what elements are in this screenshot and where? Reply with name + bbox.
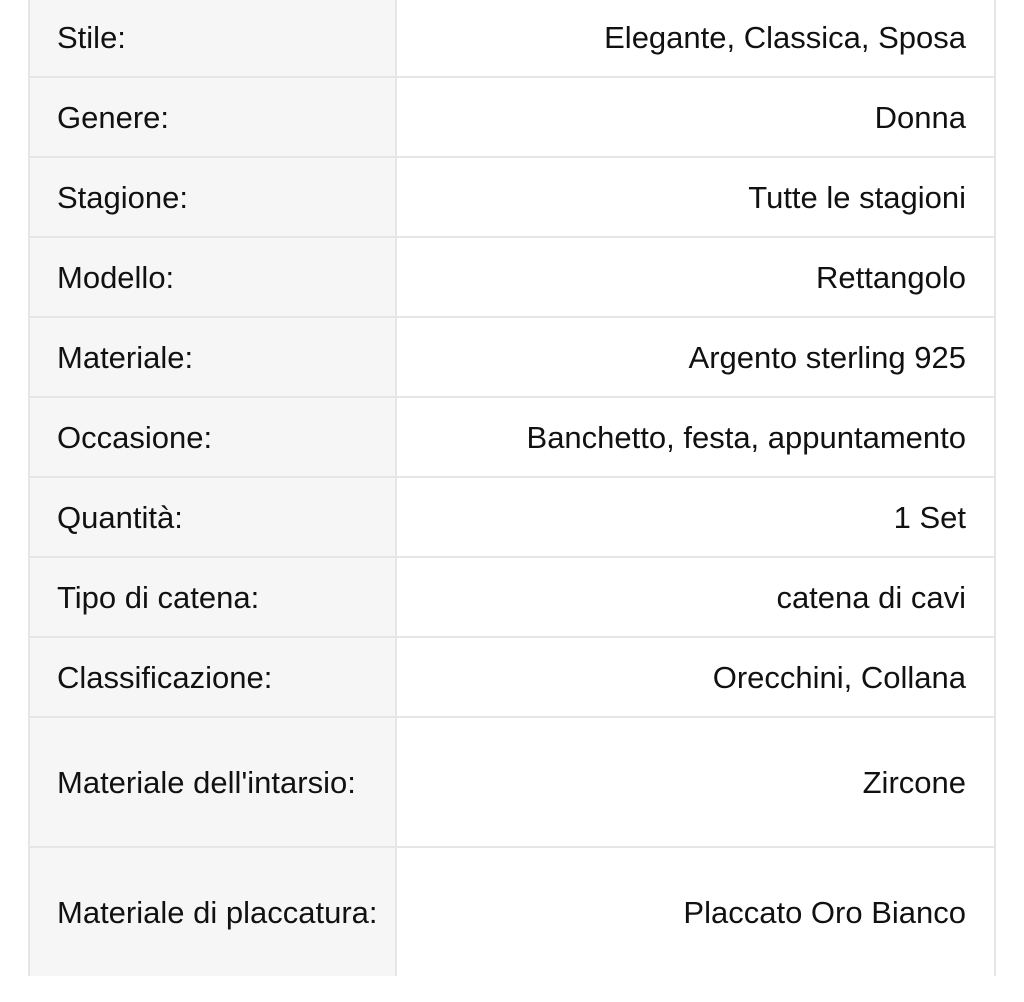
spec-value: Banchetto, festa, appuntamento bbox=[396, 397, 995, 477]
spec-row-classification bbox=[29, 637, 995, 717]
spec-value: Donna bbox=[396, 77, 995, 157]
spec-row-inlay-material bbox=[29, 717, 995, 847]
spec-row-occasion bbox=[29, 397, 995, 477]
spec-value: Elegante, Classica, Sposa bbox=[396, 0, 995, 77]
spec-label: Materiale di placcatura: bbox=[29, 847, 396, 976]
spec-value: Orecchini, Collana bbox=[396, 637, 995, 717]
spec-row-plating-material bbox=[29, 847, 995, 976]
spec-value: Tutte le stagioni bbox=[396, 157, 995, 237]
spec-value: Zircone bbox=[396, 717, 995, 847]
spec-value: catena di cavi bbox=[396, 557, 995, 637]
spec-row-season bbox=[29, 157, 995, 237]
spec-row-style bbox=[29, 0, 995, 77]
spec-label: Materiale: bbox=[29, 317, 396, 397]
spec-label: Stagione: bbox=[29, 157, 396, 237]
spec-value: Placcato Oro Bianco bbox=[396, 847, 995, 976]
spec-label: Stile: bbox=[29, 0, 396, 77]
spec-row-model bbox=[29, 237, 995, 317]
spec-label: Occasione: bbox=[29, 397, 396, 477]
spec-row-material bbox=[29, 317, 995, 397]
spec-value: Argento sterling 925 bbox=[396, 317, 995, 397]
product-specs-table bbox=[28, 0, 996, 976]
spec-label: Quantità: bbox=[29, 477, 396, 557]
spec-value: 1 Set bbox=[396, 477, 995, 557]
spec-row-gender bbox=[29, 77, 995, 157]
spec-label: Modello: bbox=[29, 237, 396, 317]
spec-row-chain-type bbox=[29, 557, 995, 637]
spec-label: Classificazione: bbox=[29, 637, 396, 717]
spec-row-quantity bbox=[29, 477, 995, 557]
spec-value: Rettangolo bbox=[396, 237, 995, 317]
spec-label: Tipo di catena: bbox=[29, 557, 396, 637]
spec-label: Materiale dell'intarsio: bbox=[29, 717, 396, 847]
spec-label: Genere: bbox=[29, 77, 396, 157]
